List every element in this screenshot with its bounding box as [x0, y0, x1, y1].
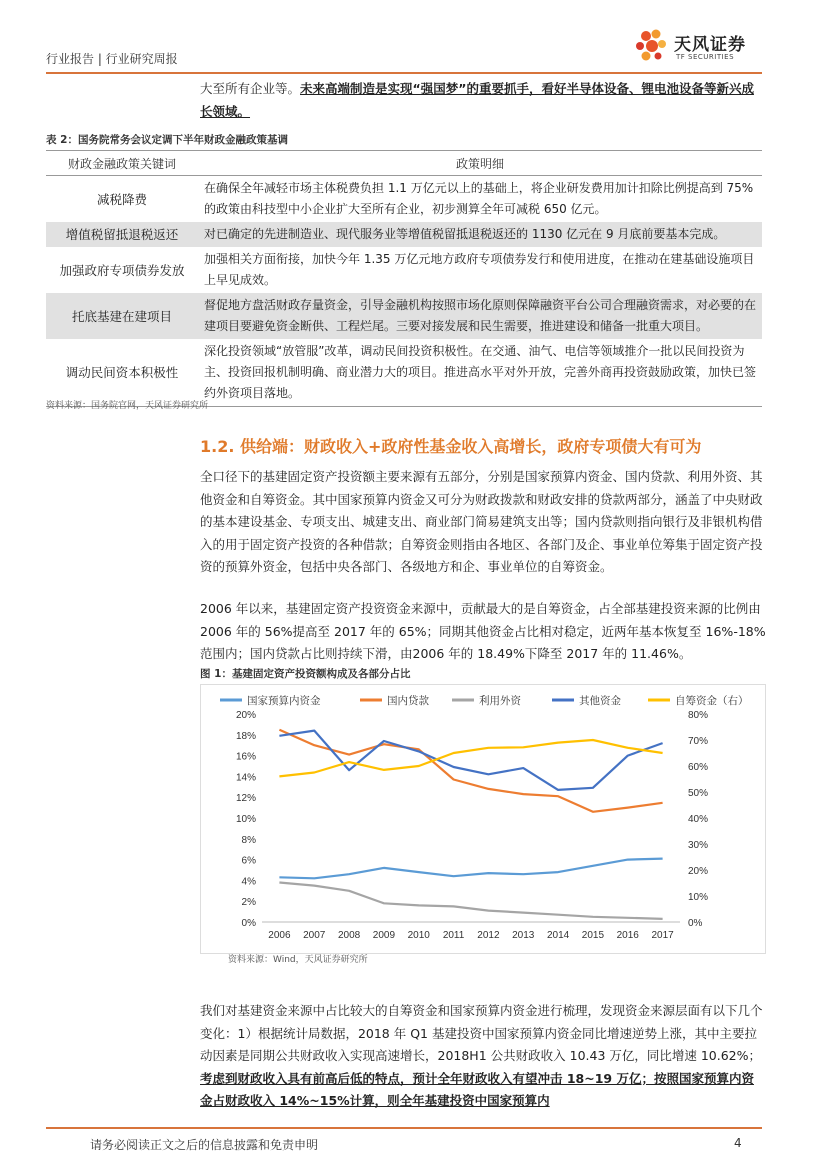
table-row: [46, 176, 762, 223]
left-axis-tick: 20%: [235, 710, 256, 721]
x-axis-tick: 2010: [407, 930, 430, 941]
page-number: 4: [734, 1136, 742, 1150]
table-caption: 表 2：国务院常务会议定调下半年财政金融政策基调: [46, 134, 288, 146]
x-axis-tick: 2017: [651, 930, 674, 941]
chart-frame: [201, 685, 766, 954]
body-paragraph-2: 2006 年以来，基建固定资产投资资金来源中，贡献最大的是自筹资金，占全部基建投资来源的比例由 2006 年的 56%提高至 2017 年的 65%；同期其他资金占比相对稳定，近两年基本恢复至 16%-18%范围内；国内贷款占比则持续下滑，由2006 年的 18.49%下降至 2017 年的 11.46%。: [200, 601, 766, 661]
chart-svg: [200, 684, 766, 954]
table-header-detail: 政策明细: [198, 151, 762, 176]
footer-disclaimer: 请务必阅读正文之后的信息披露和免责申明: [90, 1138, 319, 1152]
x-axis-tick: 2013: [512, 930, 535, 941]
x-axis-tick: 2015: [581, 930, 605, 941]
table-header-keyword: 财政金融政策关键词: [46, 151, 198, 176]
policy-keyword: 增值税留抵退税返还: [46, 222, 198, 247]
x-axis-tick: 2006: [268, 930, 291, 941]
left-axis-tick: 12%: [235, 793, 256, 805]
x-axis-tick: 2009: [372, 930, 396, 941]
x-axis-tick: 2012: [477, 930, 500, 941]
policy-detail: 在确保全年减轻市场主体税费负担 1.1 万亿元以上的基础上，将企业研发费用加计扣除比例提高到 75%的政策由科技型中小企业扩大至所有企业，初步测算全年可减税 650 亿元。: [204, 181, 754, 216]
logo-subtitle: TF SECURITIES: [676, 53, 735, 61]
x-axis-tick: 2016: [616, 930, 639, 941]
funding-source-chart: [200, 684, 766, 954]
body-paragraph-1: 全口径下的基建固定资产投资额主要来源有五部分，分别是国家预算内资金、国内贷款、利用外资、其他资金和自筹资金。其中国家预算内资金又可分为财政拨款和财政安排的贷款两部分，涵盖了中央财政的基本建设基金、专项支出、城建支出、商业部门简易建筑支出等；国内贷款则指向银行及非银机构借入的用于固定资产投资的各种借款；自筹资金则指由各地区、各部门及企、事业单位筹集于固定资产投资的预算外资金，包括中央各部门、各级地方和企、事业单位的自筹资金。: [200, 469, 763, 574]
policy-keyword: 减税降费: [96, 191, 147, 207]
table-source: 资料来源：国务院官网，天风证券研究所: [46, 401, 209, 411]
policy-keyword: 调动民间资本积极性: [46, 339, 198, 407]
left-axis-tick: 18%: [235, 730, 256, 742]
series-line-3: [279, 731, 662, 790]
policy-keyword: 托底基建在建项目: [46, 293, 198, 339]
intro-highlight: 未来高端制造是实现“强国梦”的重要抓手，看好半导体设备、锂电池设备等新兴成长领域。: [200, 81, 754, 119]
x-axis-tick: 2008: [337, 930, 361, 941]
legend-label: 自筹资金（右）: [675, 695, 749, 707]
footer-divider: [46, 1127, 762, 1129]
policy-detail: 深化投资领域“放管服”改革，调动民间投资积极性。在交通、油气、电信等领域推介一批以民间投资为主、投资回报机制明确、商业潜力大的项目。推进高水平对外开放，完善外商再投资鼓励政策，加快已签约外资项目落地。: [198, 339, 762, 407]
x-axis-tick: 2011: [442, 930, 465, 941]
right-axis-tick: 80%: [688, 710, 709, 721]
figure-source: 资料来源：Wind，天风证券研究所: [228, 955, 368, 965]
left-axis-tick: 14%: [235, 772, 256, 784]
left-axis-tick: 10%: [235, 814, 256, 825]
series-line-2: [279, 883, 662, 919]
policy-table: [46, 150, 762, 407]
body-paragraph-3: [200, 1000, 766, 1113]
section-title: 1.2. 供给端：财政收入+政府性基金收入高增长，政府专项债大有可为: [200, 437, 702, 456]
legend-label: 其他资金: [579, 695, 621, 707]
table-row: [46, 222, 762, 247]
right-axis-tick: 0%: [688, 918, 703, 929]
report-category: 行业报告 | 行业研究周报: [46, 52, 178, 66]
table-row: [46, 339, 762, 407]
right-axis-tick: 20%: [688, 866, 709, 877]
right-axis-tick: 60%: [688, 762, 709, 773]
left-axis-tick: 4%: [241, 876, 256, 888]
paragraph-3-highlight: 考虑到财政收入具有前高后低的特点，预计全年财政收入有望冲击 18~19 万亿；按照国家预算内资金占财政收入 14%~15%计算，则全年基建投资中国家预算内: [200, 1070, 754, 1108]
intro-text: 大至所有企业等。: [200, 81, 301, 96]
left-axis-tick: 16%: [235, 751, 256, 763]
left-axis-tick: 6%: [241, 855, 256, 867]
left-axis-tick: 2%: [241, 897, 256, 909]
right-axis-tick: 10%: [688, 892, 709, 903]
x-axis-tick: 2007: [303, 930, 326, 941]
policy-keyword: 加强政府专项债券发放: [59, 262, 185, 278]
x-axis-tick: 2014: [546, 930, 570, 941]
logo-name: 天风证券: [674, 35, 746, 55]
left-axis-tick: 8%: [241, 834, 256, 846]
right-axis-tick: 30%: [688, 840, 709, 851]
policy-detail: 加强相关方面衔接，加快今年 1.35 万亿元地方政府专项债券发行和使用进度，在推动在建基础设施项目上早见成效。: [204, 252, 755, 287]
policy-detail: 对已确定的先进制造业、现代服务业等增值税留抵退税返还的 1130 亿元在 9 月底前要基本完成。: [198, 222, 762, 247]
left-axis-tick: 0%: [241, 918, 256, 929]
policy-detail: 督促地方盘活财政存量资金，引导金融机构按照市场化原则保障融资平台公司合理融资需求，对必要的在建项目要避免资金断供、工程烂尾。三要对接发展和民生需要，推进建设和储备一批重大项目。: [198, 293, 762, 339]
table-row: [46, 293, 762, 339]
figure-caption: 图 1：基建固定资产投资额构成及各部分占比: [200, 668, 411, 680]
series-line-0: [279, 859, 662, 879]
legend-label: 利用外资: [479, 695, 521, 707]
legend-label: 国家预算内资金: [247, 695, 321, 707]
right-axis-tick: 50%: [688, 788, 709, 799]
header-divider: [46, 72, 762, 74]
intro-paragraph: [200, 78, 766, 123]
right-axis-tick: 70%: [688, 736, 709, 747]
legend-label: 国内贷款: [387, 695, 429, 707]
right-axis-tick: 40%: [688, 814, 709, 825]
table-row: [46, 247, 762, 293]
paragraph-3-text: 我们对基建资金来源中占比较大的自筹资金和国家预算内资金进行梳理，发现资金来源层面有以下几个变化：1）根据统计局数据，2018 年 Q1 基建投资中国家预算内资金同比增速逆势上涨，其中主要拉动因素是同期公共财政收入实现高速增长，2018H1 公共财政收入 10.43 万亿，同比增速 10.62%；: [200, 1003, 763, 1063]
